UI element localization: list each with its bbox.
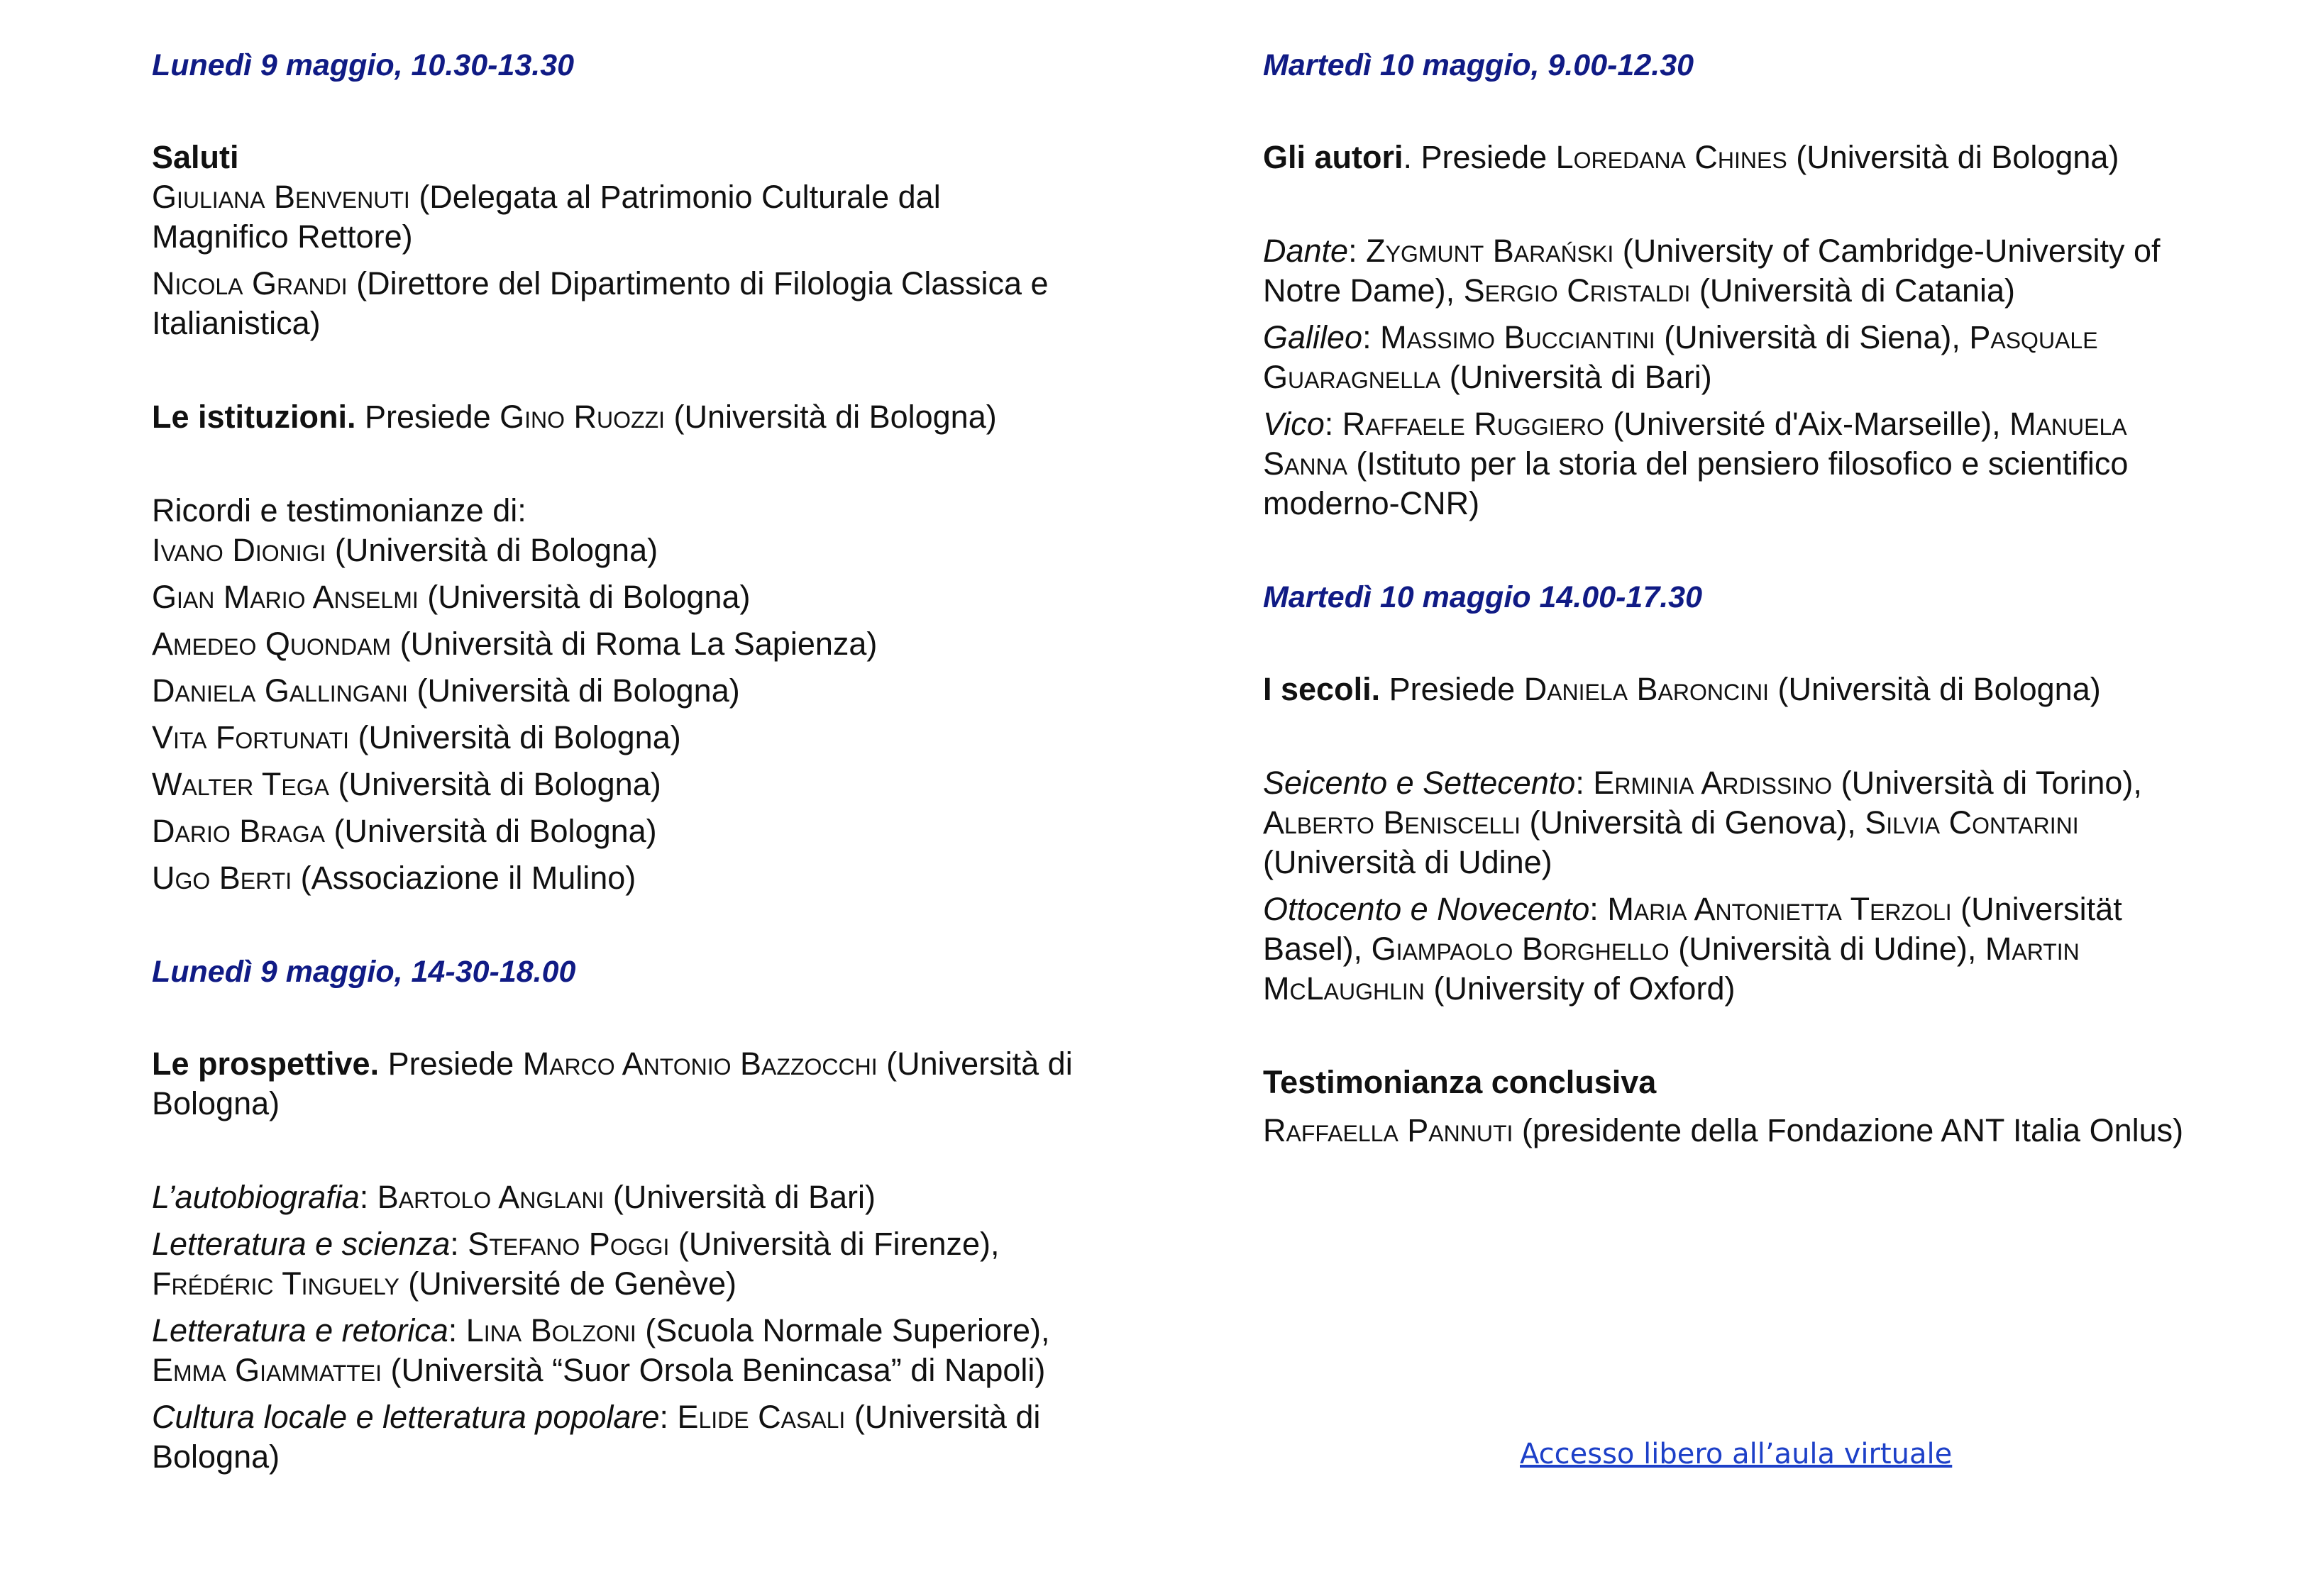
talk-topic: Cultura locale e letteratura popolare [152,1399,660,1435]
talk-text: : [1575,765,1594,801]
speaker-affiliation: (Università di Bologna) [329,766,661,802]
talk-topic: Galileo [1263,319,1363,355]
talk-line [1263,404,2185,523]
talk-text: (Università “Suor Orsola Benincasa” di Napoli) [382,1352,1046,1388]
speaker-name: Emma Giammattei [152,1352,382,1388]
talk-topic: Vico [1263,406,1325,442]
talks-list [152,1177,1074,1477]
speaker-name: Giampaolo Borghello [1371,931,1670,967]
talk-text: : [450,1226,468,1262]
ricordi-list [152,531,1074,898]
section-label: Gli autori [1263,139,1403,175]
section-secoli: I secoli. Presiede Daniela Baroncini (Università di Bologna) [1263,671,2101,707]
speaker-name: Raffaella Pannuti [1263,1112,1513,1148]
talk-text: (Université d'Aix-Marseille), [1604,406,2010,442]
speaker-line [152,531,1074,570]
speaker-line [152,177,1074,257]
speaker-name: Walter Tega [152,766,329,802]
speaker-name: Gian Mario Anselmi [152,579,419,615]
session-date-tuesday-afternoon: Martedì 10 maggio 14.00-17.30 [1263,580,1703,614]
talk-text: (University of Oxford) [1424,970,1736,1007]
talk-text: (Universität Basel), [1263,891,2122,967]
talk-text: (Université de Genève) [399,1265,737,1302]
session-date-tuesday-morning: Martedì 10 maggio, 9.00-12.30 [1263,48,1694,82]
talk-text: (University of Cambridge-University of Notre Dame), [1263,233,2161,309]
saluti-list [152,177,1074,343]
speaker-name: Alberto Beniscelli [1263,804,1521,841]
speaker-name: Zygmunt Barański [1366,233,1614,269]
talk-line [1263,763,2185,882]
talk-text: (Università di Bari) [604,1179,876,1215]
section-istituzioni: Le istituzioni. Presiede Gino Ruozzi (Università di Bologna) [152,399,997,435]
speaker-name: Vita Fortunati [152,719,350,755]
section-label: I secoli. [1263,671,1381,707]
speaker-line [152,765,1074,804]
talk-text: : [1362,319,1381,355]
section-title-saluti: Saluti [152,139,239,175]
talk-line [152,1397,1074,1477]
speaker-line [152,671,1074,711]
talk-text: (Università di Udine), [1669,931,1985,967]
talk-topic: Dante [1263,233,1349,269]
speaker-affiliation: (Università di Bologna) [324,813,657,849]
speaker-name: Dario Braga [152,813,325,849]
talk-text: : [1324,406,1342,442]
chair-name: Daniela Baroncini [1523,671,1770,707]
talk-text: (Università di Genova), [1521,804,1865,841]
speaker-name: Maria Antonietta Terzoli [1607,891,1952,927]
section-prospettive: Le prospettive. Presiede Marco Antonio Bazzocchi (Università di Bologna) [152,1046,1073,1121]
talk-text: : [448,1312,466,1348]
speaker-affiliation: (Associazione il Mulino) [292,860,636,896]
talk-text: (Università di Torino), [1832,765,2142,801]
speaker-name: Raffaele Ruggiero [1342,406,1604,442]
section-title-conclusiva: Testimonianza conclusiva [1263,1064,1657,1100]
speaker-name: Stefano Poggi [468,1226,670,1262]
session-date-monday-afternoon: Lunedì 9 maggio, 14-30-18.00 [152,955,576,989]
talk-line [1263,890,2185,1009]
speaker-name: Giuliana Benvenuti [152,179,410,215]
talk-text: (Istituto per la storia del pensiero filosofico e scientifico moderno-CNR) [1263,445,2129,521]
right-column [1263,45,2185,1151]
ricordi-intro: Ricordi e testimonianze di: [152,492,526,528]
chair-name: Gino Ruozzi [500,399,666,435]
speaker-line [152,858,1074,898]
speaker-name: Daniela Gallingani [152,672,409,709]
talk-topic: Letteratura e retorica [152,1312,448,1348]
speaker-affiliation: (Università di Bologna) [408,672,740,709]
talk-line [152,1311,1074,1390]
speaker-affiliation: (Università di Bologna) [326,532,658,568]
talk-text: (Scuola Normale Superiore), [636,1312,1050,1348]
speaker-name: Amedeo Quondam [152,626,392,662]
speaker-affiliation: (Università di Bologna) [349,719,681,755]
talk-topic: Ottocento e Novecento [1263,891,1590,927]
chair-name: Loredana Chines [1555,139,1787,175]
talk-topic: Seicento e Settecento [1263,765,1576,801]
speaker-line [152,264,1074,343]
talk-text: (Università di Catania) [1690,272,2016,309]
speaker-affiliation: (Delegata al Patrimonio Culturale dal Magnifico Rettore) [152,179,941,255]
speaker-line [152,811,1074,851]
speaker-name: Bartolo Anglani [377,1179,605,1215]
authors-list [1263,231,2185,523]
talk-topic: L’autobiografia [152,1179,360,1215]
speaker-affiliation: (Università di Bologna) [418,579,751,615]
speaker-name: Pasquale Guaragnella [1263,319,2098,395]
conclusiva-speaker: Raffaella Pannuti (presidente della Fondazione ANT Italia Onlus) [1263,1112,2184,1148]
speaker-name: Martin McLaughlin [1263,931,2080,1007]
talk-text: : [359,1179,377,1215]
centuries-list [1263,763,2185,1009]
talk-text: (Università di Firenze), [669,1226,1000,1262]
talk-text: (Università di Bari) [1440,359,1712,395]
speaker-line [152,718,1074,758]
talk-text: (Università di Bologna) [152,1399,1041,1475]
speaker-name: Ugo Berti [152,860,292,896]
speaker-name: Ivano Dionigi [152,532,326,568]
talk-text: (Università di Siena), [1655,319,1970,355]
session-date-monday-morning: Lunedì 9 maggio, 10.30-13.30 [152,48,575,82]
speaker-affiliation: (Università di Roma La Sapienza) [391,626,878,662]
section-autori: Gli autori. Presiede Loredana Chines (Università di Bologna) [1263,139,2119,175]
talk-line [152,1177,1074,1217]
virtual-room-link[interactable]: Accesso libero all’aula virtuale [1520,1438,1953,1470]
talk-line [1263,231,2185,311]
left-column [152,45,1074,1477]
speaker-line [152,577,1074,617]
talk-line [1263,318,2185,397]
section-label: Le prospettive. [152,1046,380,1082]
speaker-name: Silvia Contarini [1865,804,2079,841]
speaker-name: Elide Casali [677,1399,846,1435]
speaker-name: Frédéric Tinguely [152,1265,399,1302]
speaker-line [152,624,1074,664]
speaker-name: Erminia Ardissino [1593,765,1833,801]
talk-text: : [1589,891,1608,927]
speaker-name: Manuela Sanna [1263,406,2127,482]
speaker-affiliation: (Direttore del Dipartimento di Filologia Classica e Italianistica) [152,265,1049,341]
talk-text: : [1348,233,1367,269]
chair-name: Marco Antonio Bazzocchi [522,1046,878,1082]
talk-line [152,1224,1074,1304]
speaker-name: Lina Bolzoni [465,1312,636,1348]
speaker-name: Massimo Bucciantini [1380,319,1655,355]
talk-topic: Letteratura e scienza [152,1226,451,1262]
section-label: Le istituzioni. [152,399,356,435]
talk-text: : [659,1399,678,1435]
speaker-name: Sergio Cristaldi [1463,272,1691,309]
talk-text: (Università di Udine) [1263,844,1552,880]
speaker-name: Nicola Grandi [152,265,348,301]
